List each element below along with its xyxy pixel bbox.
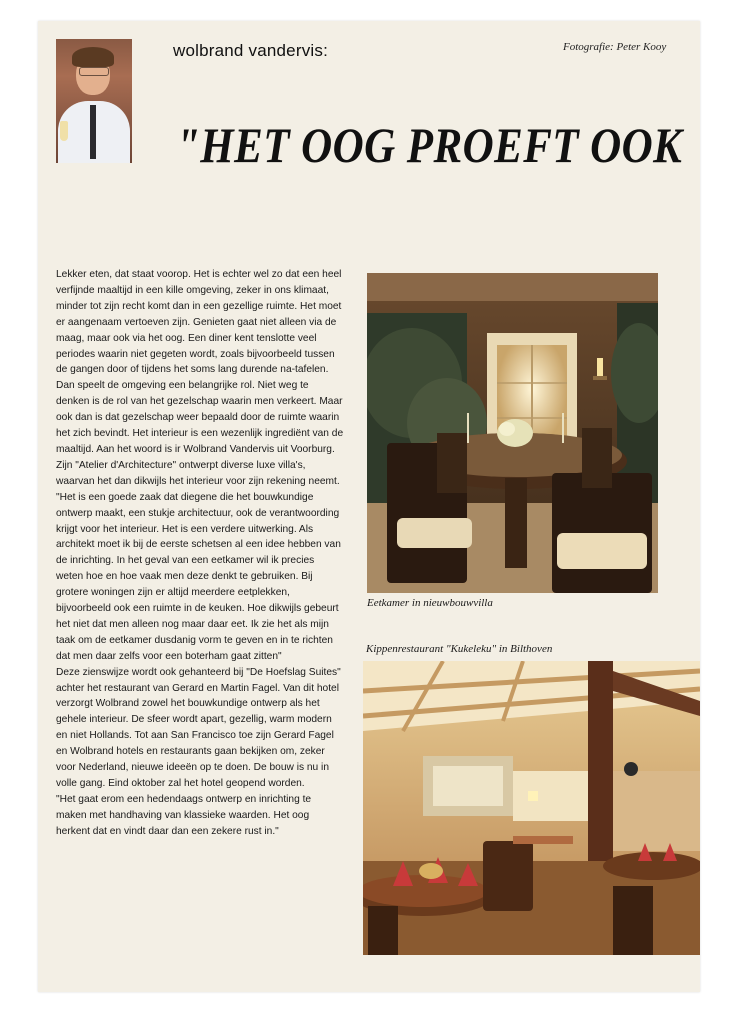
author-portrait bbox=[56, 39, 132, 163]
body-paragraph-2: Deze zienswijze wordt ook gehanteerd bij "De Hoefslag Suites" achter het restaurant van Gerard en Martin Fagel. Van dit hotel verzorgt Wolbrand zowel het bouwkundige ontwerp als het gehele interieur. De sfeer wordt apart, gezellig, warm modern en niet Hollands. Tot aan San Francisco toe zijn Gerard Fagel en Wolbrand hotels en restaurants gaan bekijken om, zeker voor Nederland, nieuwe ideeën op te doen. De bouw is nu in volle gang. Eind oktober zal het hotel geopend worden. bbox=[56, 666, 341, 789]
headline: "HET OOG PROEFT OOK bbox=[176, 117, 683, 173]
dining-room-photo bbox=[367, 273, 658, 593]
article-body bbox=[56, 267, 344, 840]
magazine-page bbox=[38, 21, 700, 992]
photo-credit: Fotografie: Peter Kooy bbox=[563, 41, 667, 53]
restaurant-caption: Kippenrestaurant "Kukeleku" in Bilthoven bbox=[366, 643, 553, 655]
author-name: wolbrand vandervis: bbox=[173, 41, 328, 60]
dining-room-caption: Eetkamer in nieuwbouwvilla bbox=[367, 597, 493, 609]
restaurant-photo bbox=[363, 661, 700, 955]
body-paragraph-3: "Het gaat erom een hedendaags ontwerp en inrichting te maken met handhaving van klassieke waarden. Het oog herkent dat en vindt daar dan een zekere rust in." bbox=[56, 793, 312, 837]
body-paragraph-1: Lekker eten, dat staat voorop. Het is echter wel zo dat een heel verfijnde maaltijd in een kille omgeving, zeker in ons klimaat, minder tot zijn recht komt dan in een gezellige ruimte. Het moet er aangenaam vertoeven zijn. Genieten gaat niet alleen via de maag, maar ook via het oog. Een diner kent tenslotte veel periodes waarin niet gegeten wordt, zoals bijvoorbeeld tussen de gangen door of tijdens het soms lang durende na-tafelen. Dan speelt de omgeving een belangrijke rol. Niet weg te denken is de rol van het gezelschap waarin men verkeert. Maar ook dan is dat gezelschap weer bepaald door de ruimte waarin het zich bevindt. Het interieur is een wezenlijk ingrediënt van de maaltijd. Aan het woord is ir Wolbrand Vandervis uit Voorburg. Zijn "Atelier d'Architecture" ontwerpt diverse luxe villa's, waarvan het dan dikwijls het interieur voor zijn rekening neemt. "Het is een goede zaak dat diegene die het bouwkundige ontwerp maakt, een stukje architectuur, ook de verantwoording krijgt voor het interieur. Het is een verdere uitwerking. Als architekt moet ik bij de eerste schetsen al een idee hebben van de inrichting. In het geval van een eetkamer wil ik precies weten hoe en hoe vaak men deze denkt te gebruiken. Bij grotere woningen zijn er altijd meerdere eetplekken, bijvoorbeeld ook een ruimte in de keuken. Hoe dikwijls gebeurt het niet dat men alleen nog maar daar eet. Ik zie het als mijn taak om de eetkamer dusdanig vorm te geven en in te richten dat men daar zelfs voor een boterham gaat zitten" bbox=[56, 269, 344, 662]
